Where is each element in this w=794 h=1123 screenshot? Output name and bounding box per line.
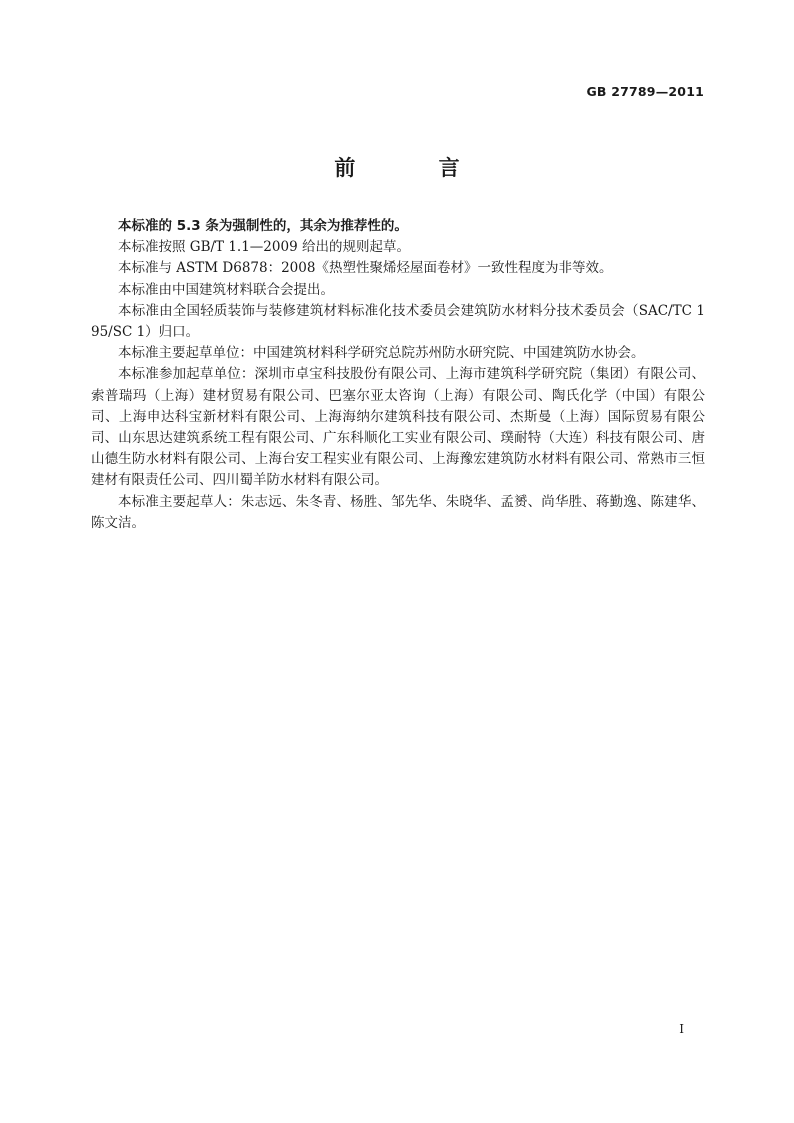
foreword-body [91, 216, 705, 534]
paragraph-consistency: 本标准与 ASTM D6878：2008《热塑性聚烯烃屋面卷材》一致性程度为非等效。 [118, 260, 613, 277]
page-number: I [679, 1022, 684, 1036]
paragraph-main-drafters: 本标准主要起草人：朱志远、朱冬青、杨胜、邹先华、朱晓华、孟赟、尚华胜、蒋勤逸、陈建华、陈文洁。 [91, 493, 705, 531]
paragraph-participating-units: 本标准参加起草单位：深圳市卓宝科技股份有限公司、上海市建筑科学研究院（集团）有限公司、索普瑞玛（上海）建材贸易有限公司、巴塞尔亚太咨询（上海）有限公司、陶氏化学（中国）有限公司、上海申达科宝新材料有限公司、上海海纳尔建筑科技有限公司、杰斯曼（上海）国际贸易有限公司、山东思达建筑系统工程有限公司、广东科顺化工实业有限公司、璞耐特（大连）科技有限公司、唐山德生防水材料有限公司、上海台安工程实业有限公司、上海豫宏建筑防水材料有限公司、常熟市三恒建材有限责任公司、四川蜀羊防水材料有限公司。 [91, 366, 705, 489]
paragraph-technical-committee: 本标准由全国轻质装饰与装修建筑材料标准化技术委员会建筑防水材料分技术委员会（SAC/TC 195/SC 1）归口。 [91, 302, 705, 341]
page-title: 前 言 [334, 156, 498, 180]
paragraph-proposer: 本标准由中国建筑材料联合会提出。 [118, 281, 334, 298]
paragraph-mandatory-clause: 本标准的 5.3 条为强制性的，其余为推荐性的。 [118, 218, 408, 234]
standard-number: GB 27789—2011 [586, 84, 704, 99]
paragraph-main-drafting-units: 本标准主要起草单位：中国建筑材料科学研究总院苏州防水研究院、中国建筑防水协会。 [118, 345, 645, 362]
paragraph-drafting-rules: 本标准按照 GB/T 1.1—2009 给出的规则起草。 [118, 239, 410, 256]
